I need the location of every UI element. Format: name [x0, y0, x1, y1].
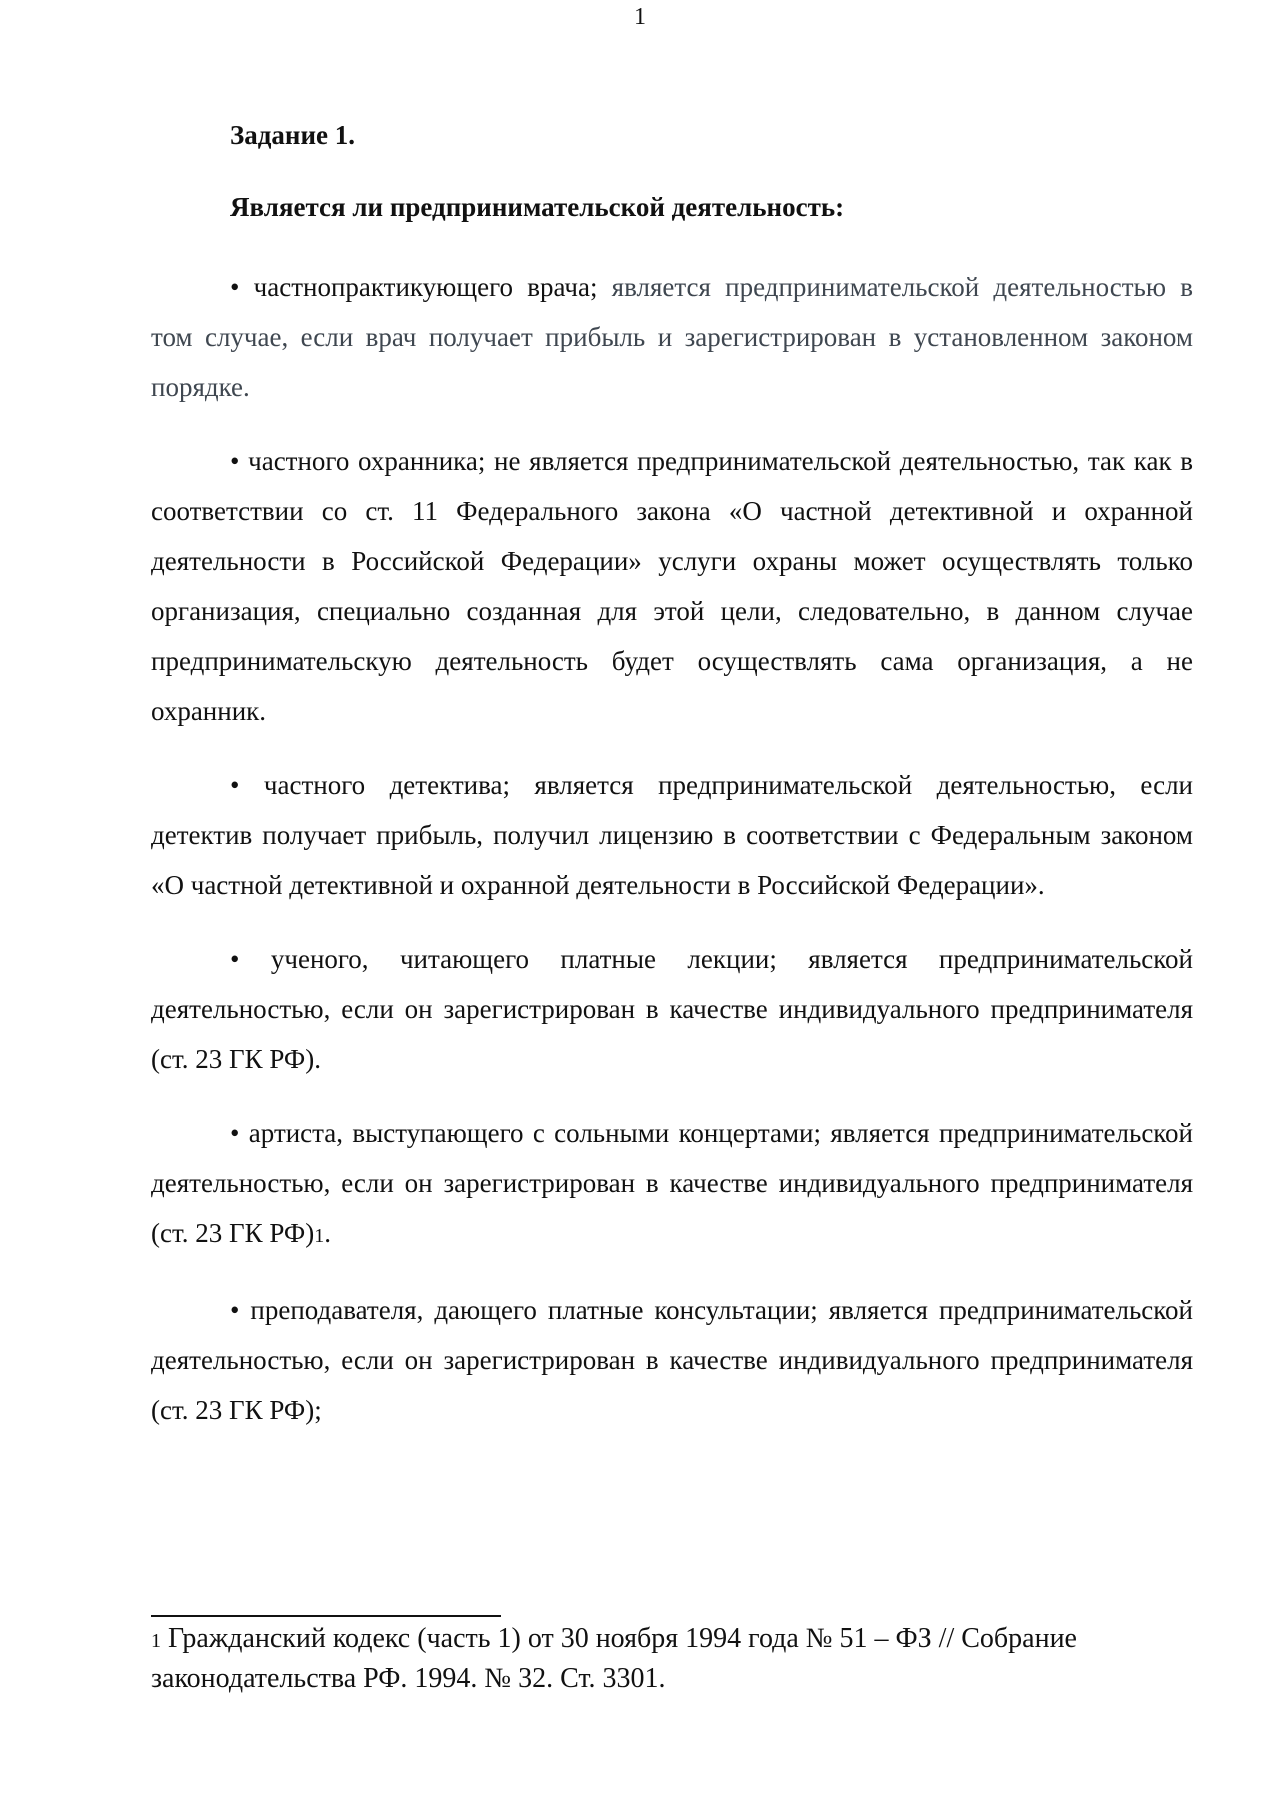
- item-lead: • преподавателя, дающего платные консультации;: [230, 1295, 818, 1325]
- list-item-guard: [151, 436, 1193, 736]
- item-answer: не является предпринимательской деятельностью, так как в соответствии со ст. 11 Федерального закона «О частной детективной и охранной деятельности в Российской Федерации» услуги охраны может осуществлять только организация, специально созданная для этой цели, следовательно, в данном случае предпринимательскую деятельность будет осуществлять сама организация, а не охранник.: [151, 446, 1193, 726]
- list-item-artist: [151, 1108, 1193, 1261]
- footnote-reference[interactable]: 1: [314, 1225, 325, 1247]
- list-item-detective: [151, 760, 1193, 910]
- item-tail: .: [324, 1218, 331, 1248]
- footnote-text: Гражданский кодекс (часть 1) от 30 ноября 1994 года № 51 – ФЗ // Собрание законодательства РФ. 1994. № 32. Ст. 3301.: [151, 1623, 1077, 1694]
- item-answer: является предпринимательской деятельностью, если детектив получает прибыль, получил лицензию в соответствии с Федеральным законом «О частной детективной и охранной деятельности в Российской Федерации».: [151, 770, 1193, 900]
- item-lead: • частного охранника;: [230, 446, 486, 476]
- footnote-separator: [151, 1615, 501, 1617]
- footnote-area: [151, 1615, 1193, 1698]
- question-heading: Является ли предпринимательской деятельность:: [230, 192, 845, 222]
- task-title: Задание 1.: [230, 120, 356, 150]
- item-lead: • ученого, читающего платные лекции;: [230, 944, 777, 974]
- item-lead: • артиста, выступающего с сольными концертами;: [230, 1118, 822, 1148]
- item-answer: является предпринимательской деятельностью, если он зарегистрирован в качестве индивидуального предпринимателя (ст. 23 ГК РФ): [151, 1118, 1193, 1248]
- item-answer: является предпринимательской деятельностью в том случае, если врач получает прибыль и зарегистрирован в установленном законом порядке.: [151, 272, 1193, 402]
- page-number: 1: [634, 4, 646, 30]
- item-lead: • частного детектива;: [230, 770, 510, 800]
- list-item-doctor: [151, 262, 1193, 412]
- item-answer: является предпринимательской деятельностью, если он зарегистрирован в качестве индивидуального предпринимателя (ст. 23 ГК РФ);: [151, 1295, 1193, 1425]
- document-body: [151, 118, 1193, 1459]
- item-lead: • частнопрактикующего врача;: [230, 272, 598, 302]
- list-item-scientist: [151, 934, 1193, 1084]
- list-item-teacher: [151, 1285, 1193, 1435]
- footnote: [151, 1620, 1193, 1698]
- footnote-mark: 1: [151, 1630, 161, 1652]
- item-answer: является предпринимательской деятельностью, если он зарегистрирован в качестве индивидуального предпринимателя (ст. 23 ГК РФ).: [151, 944, 1193, 1074]
